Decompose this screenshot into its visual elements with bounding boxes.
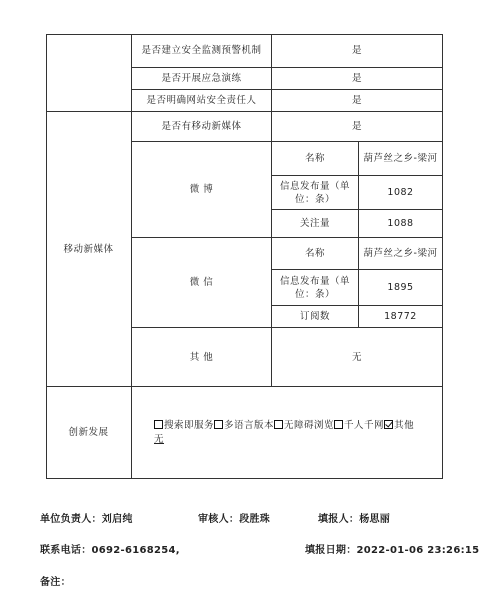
filler: 填报人：杨思丽 — [318, 514, 391, 525]
weixin-subscribers-label: 订阅数 — [272, 306, 359, 328]
weixin-name-value: 葫芦丝之乡-梁河 — [359, 238, 443, 270]
weixin-posts-label: 信息发布量（单位：条） — [272, 270, 359, 306]
option-other-label: 其他 — [394, 419, 415, 431]
unit-head: 单位负责人：刘启纯 — [40, 514, 133, 525]
option-multilang-label: 多语言版本 — [224, 419, 275, 431]
weixin-name-label: 名称 — [272, 238, 359, 270]
has-mobile-value: 是 — [272, 112, 443, 142]
fill-date: 填报日期：2022-01-06 23:26:15 — [305, 545, 480, 556]
option-multilang-checkbox[interactable] — [214, 420, 223, 429]
innovation-options — [132, 387, 443, 479]
option-accessible-label: 无障碍浏览 — [284, 419, 335, 431]
has-mobile-label: 是否有移动新媒体 — [132, 112, 272, 142]
option-personalized-label: 千人千网 — [344, 419, 385, 431]
reviewer: 审核人：段胜珠 — [198, 514, 271, 525]
warning-mechanism-value: 是 — [272, 34, 443, 68]
mobile-media-section-label: 移动新媒体 — [46, 112, 132, 387]
responsible-person-value: 是 — [272, 90, 443, 112]
weibo-name-value: 葫芦丝之乡-梁河 — [359, 142, 443, 176]
weibo-label: 微 博 — [132, 142, 272, 238]
weibo-posts-label: 信息发布量（单位：条） — [272, 176, 359, 210]
remark: 备注： — [40, 577, 71, 588]
weixin-posts-value: 1895 — [359, 270, 443, 306]
emergency-drill-value: 是 — [272, 68, 443, 90]
responsible-person-label: 是否明确网站安全责任人 — [132, 90, 272, 112]
option-search-checkbox[interactable] — [154, 420, 163, 429]
innovation-label: 创新发展 — [46, 387, 132, 479]
other-media-label: 其 他 — [132, 328, 272, 387]
other-media-value: 无 — [272, 328, 443, 387]
option-other-text: 无 — [154, 433, 165, 445]
option-accessible-checkbox[interactable] — [274, 420, 283, 429]
emergency-drill-label: 是否开展应急演练 — [132, 68, 272, 90]
weibo-posts-value: 1082 — [359, 176, 443, 210]
option-other-checkbox-checked[interactable] — [384, 420, 393, 429]
option-search-label: 搜索即服务 — [164, 419, 215, 431]
weixin-label: 微 信 — [132, 238, 272, 328]
weixin-subscribers-value: 18772 — [359, 306, 443, 328]
weibo-name-label: 名称 — [272, 142, 359, 176]
contact-phone: 联系电话：0692-6168254, — [40, 545, 180, 556]
warning-mechanism-label: 是否建立安全监测预警机制 — [132, 34, 272, 68]
weibo-followers-label: 关注量 — [272, 210, 359, 238]
weibo-followers-value: 1088 — [359, 210, 443, 238]
option-personalized-checkbox[interactable] — [334, 420, 343, 429]
section-cell-blank — [46, 34, 132, 112]
